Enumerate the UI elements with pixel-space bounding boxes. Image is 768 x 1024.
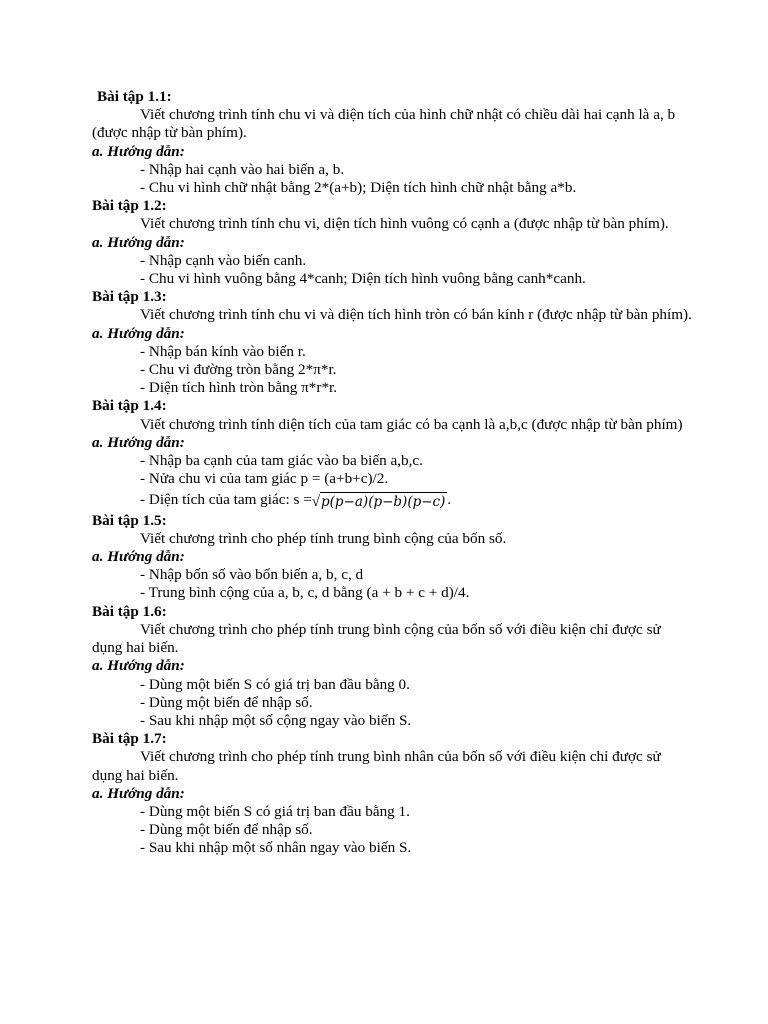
exercise-1-6: [92, 603, 692, 730]
exercise-title: Bài tập 1.5:: [92, 511, 167, 529]
exercise-title: Bài tập 1.3:: [92, 288, 167, 306]
exercise-1-5: [92, 512, 692, 603]
guide-step: - Dùng một biến S có giá trị ban đầu bằng 0.: [140, 675, 410, 693]
exercise-description: Viết chương trình cho phép tính trung bình nhân của bốn số với điều kiện chỉ được sử dụng hai biến.: [92, 748, 661, 784]
guide-label: a. Hướng dẫn:: [92, 433, 185, 451]
formula-prefix: - Diện tích của tam giác: s =: [140, 491, 312, 509]
guide-label: a. Hướng dẫn:: [92, 548, 185, 566]
exercise-1-3: [92, 288, 692, 397]
guide-label: a. Hướng dẫn:: [92, 784, 185, 802]
guide-step: - Chu vi hình vuông bằng 4*canh; Diện tích hình vuông bằng canh*canh.: [140, 270, 586, 288]
square-root-formula: [312, 492, 448, 511]
guide-step: - Chu vi đường tròn bằng 2*π*r.: [140, 361, 337, 379]
guide-step: - Diện tích hình tròn bằng π*r*r.: [140, 379, 338, 397]
formula-suffix: .: [447, 491, 452, 509]
guide-step: - Sau khi nhập một số cộng ngay vào biến S.: [140, 711, 412, 729]
guide-step: - Nhập hai cạnh vào hai biến a, b.: [140, 160, 345, 178]
guide-label: a. Hướng dẫn:: [92, 142, 185, 160]
guide-step: - Nhập ba cạnh của tam giác vào ba biến a,b,c.: [140, 452, 423, 470]
guide-step: - Nhập cạnh vào biến canh.: [140, 251, 307, 269]
exercise-title: Bài tập 1.7:: [92, 730, 167, 748]
formula-radicand: p(p−a)(p−b)(p−c): [321, 494, 446, 511]
guide-step: - Trung bình cộng của a, b, c, d bằng (a + b + c + d)/4.: [140, 584, 470, 602]
exercise-title: Bài tập 1.4:: [92, 397, 167, 415]
document-page: [92, 88, 692, 858]
guide-step: - Dùng một biến để nhập số.: [140, 693, 313, 711]
guide-step: - Dùng một biến để nhập số.: [140, 821, 313, 839]
guide-label: a. Hướng dẫn:: [92, 657, 185, 675]
guide-step: - Nhập bán kính vào biến r.: [140, 342, 306, 360]
guide-label: a. Hướng dẫn:: [92, 324, 185, 342]
guide-label: a. Hướng dẫn:: [92, 233, 185, 251]
guide-step: - Nửa chu vi của tam giác p = (a+b+c)/2.: [140, 470, 389, 488]
exercise-1-1: [92, 88, 692, 197]
area-formula-line: [92, 491, 692, 511]
guide-step: - Dùng một biến S có giá trị ban đầu bằng 1.: [140, 802, 410, 820]
exercise-description: Viết chương trình cho phép tính trung bình cộng của bốn số.: [140, 529, 507, 547]
exercise-1-7: [92, 730, 692, 857]
exercise-1-2: [92, 197, 692, 288]
exercise-description: Viết chương trình cho phép tính trung bình cộng của bốn số với điều kiện chỉ được sử dụng hai biến.: [92, 620, 661, 657]
exercise-description: Viết chương trình tính diện tích của tam giác có ba cạnh là a,b,c (được nhập từ bàn phím): [140, 415, 683, 433]
exercise-1-4: [92, 397, 692, 511]
exercise-title: Bài tập 1.1:: [97, 88, 172, 105]
guide-step: - Nhập bốn số vào bốn biến a, b, c, d: [140, 566, 364, 584]
exercise-title: Bài tập 1.6:: [92, 602, 167, 620]
radical-sign-icon: √: [311, 494, 321, 511]
exercise-title: Bài tập 1.2:: [92, 197, 167, 215]
guide-step: - Sau khi nhập một số nhân ngay vào biến S.: [140, 839, 412, 857]
exercise-description: Viết chương trình tính chu vi và diện tích hình tròn có bán kính r (được nhập từ bàn phím).: [140, 306, 692, 324]
exercise-description: Viết chương trình tính chu vi và diện tích của hình chữ nhật có chiều dài hai cạnh là a, b (được nhập từ bàn phím).: [92, 106, 676, 142]
exercise-description: Viết chương trình tính chu vi, diện tích hình vuông có cạnh a (được nhập từ bàn phím).: [140, 215, 669, 233]
guide-step: - Chu vi hình chữ nhật bằng 2*(a+b); Diện tích hình chữ nhật bằng a*b.: [140, 179, 577, 197]
